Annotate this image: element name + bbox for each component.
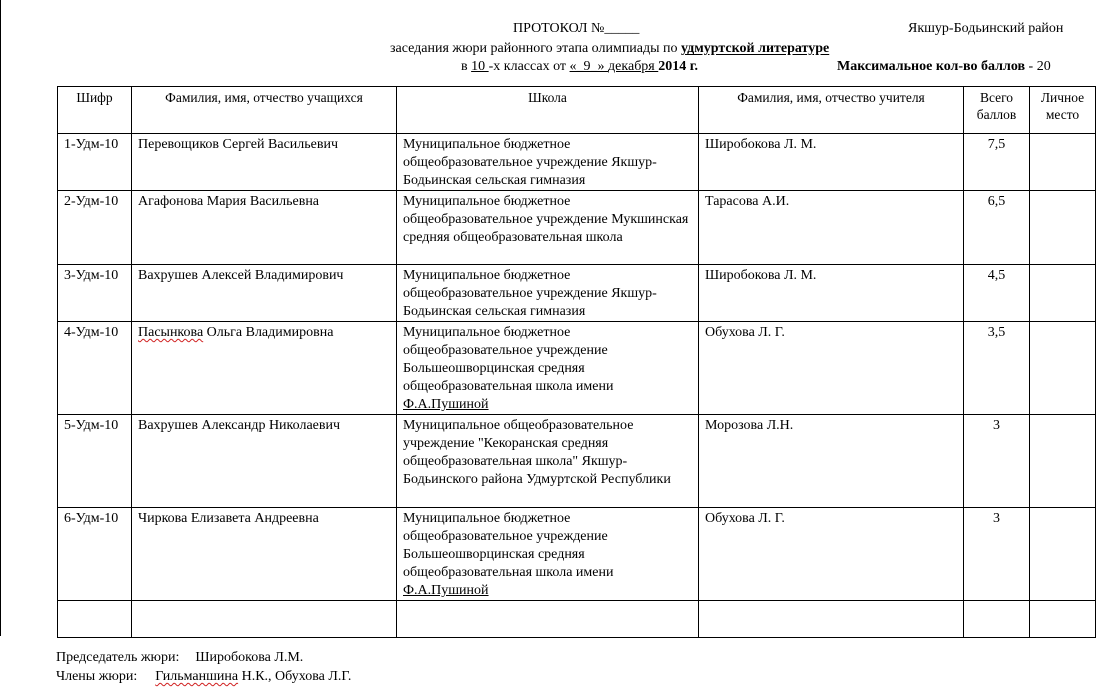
session-line [390,41,829,57]
table-row [58,322,1096,415]
members-label: Члены жюри: [56,669,138,684]
row-place [1030,265,1096,322]
grade-value: 10 [471,59,489,74]
table-row [58,265,1096,322]
max-score-line [837,59,1051,75]
empty-cell [397,601,699,638]
row-student: Агафонова Мария Васильевна [132,191,397,265]
row-teacher: Тарасова А.И. [699,191,964,265]
row-teacher: Обухова Л. Г. [699,322,964,415]
row-score: 6,5 [964,191,1030,265]
member-first: Гильманшина [155,669,239,684]
school-honoree: Ф.А.Пушиной [403,583,489,598]
jury-members-line [56,669,351,685]
grade-date-line [461,59,698,75]
row-school [397,322,699,415]
members-rest: Н.К., Обухова Л.Г. [238,669,352,684]
row-place [1030,191,1096,265]
table-header-row [58,87,1096,134]
col-teacher: Фамилия, имя, отчество учителя [699,87,964,134]
student-given-names: Ольга Владимировна [203,325,334,340]
row-teacher: Обухова Л. Г. [699,508,964,601]
student-surname: Пасынкова [138,325,204,340]
grade-prefix: в [461,59,472,74]
col-code: Шифр [58,87,132,134]
row-teacher: Морозова Л.Н. [699,415,964,508]
date-month: декабря [608,59,659,74]
max-score-value: - 20 [1025,59,1051,74]
row-teacher: Широбокова Л. М. [699,134,964,191]
max-score-label: Максимальное кол-во баллов [837,59,1026,74]
empty-cell [699,601,964,638]
school-honoree: Ф.А.Пушиной [403,397,489,412]
col-student: Фамилия, имя, отчество учащихся [132,87,397,134]
row-place [1030,415,1096,508]
chair-name: Широбокова Л.М. [195,650,304,665]
empty-cell [964,601,1030,638]
empty-cell [132,601,397,638]
col-school: Школа [397,87,699,134]
row-code: 4-Удм-10 [58,322,132,415]
row-place [1030,508,1096,601]
row-score: 3 [964,415,1030,508]
date-day: «_9_» [569,59,609,74]
table-row [58,415,1096,508]
row-score: 7,5 [964,134,1030,191]
session-prefix: заседания жюри районного этапа олимпиады по [390,41,682,56]
table-row [58,191,1096,265]
row-score: 4,5 [964,265,1030,322]
row-place [1030,322,1096,415]
row-place [1030,134,1096,191]
protocol-title: ПРОТОКОЛ №_____ [513,21,640,36]
table-row-empty [58,601,1096,638]
year-value: 2014 г. [658,59,699,74]
school-main: Муниципальное бюджетное общеобразовательное учреждение Большеошворцинская средняя общеобразовательная школа имени [403,511,614,580]
row-student: Чиркова Елизавета Андреевна [132,508,397,601]
row-school: Муниципальное бюджетное общеобразовательное учреждение Якшур-Бодьинская сельская гимназия [397,134,699,191]
region-name: Якшур-Бодьинский район [908,21,1064,36]
row-student: Вахрушев Алексей Владимирович [132,265,397,322]
row-school [397,508,699,601]
row-code: 5-Удм-10 [58,415,132,508]
row-code: 3-Удм-10 [58,265,132,322]
row-student: Перевощиков Сергей Васильевич [132,134,397,191]
row-school: Муниципальное бюджетное общеобразовательное учреждение Якшур-Бодьинская сельская гимназия [397,265,699,322]
empty-cell [58,601,132,638]
row-code: 2-Удм-10 [58,191,132,265]
row-school: Муниципальное общеобразовательное учреждение "Кекоранская средняя общеобразовательная школа" Якшур-Бодьинского района Удмуртской Республики [397,415,699,508]
row-student [132,322,397,415]
row-score: 3,5 [964,322,1030,415]
table-row [58,508,1096,601]
row-school: Муниципальное бюджетное общеобразовательное учреждение Мукшинская средняя общеобразовательная школа [397,191,699,265]
subject-name: удмуртской литературе [681,41,830,56]
row-code: 6-Удм-10 [58,508,132,601]
row-student: Вахрушев Александр Николаевич [132,415,397,508]
page-left-edge [0,0,1,636]
school-main: Муниципальное бюджетное общеобразовательное учреждение Большеошворцинская средняя общеобразовательная школа имени [403,325,614,394]
col-score: Всего баллов [964,87,1030,134]
empty-cell [1030,601,1096,638]
row-teacher: Широбокова Л. М. [699,265,964,322]
row-code: 1-Удм-10 [58,134,132,191]
jury-chair-line [56,650,303,666]
classes-text: -х классах от [488,59,570,74]
col-place: Личное место [1030,87,1096,134]
table-row [58,134,1096,191]
results-table [57,86,1096,638]
chair-label: Председатель жюри: [56,650,180,665]
row-score: 3 [964,508,1030,601]
